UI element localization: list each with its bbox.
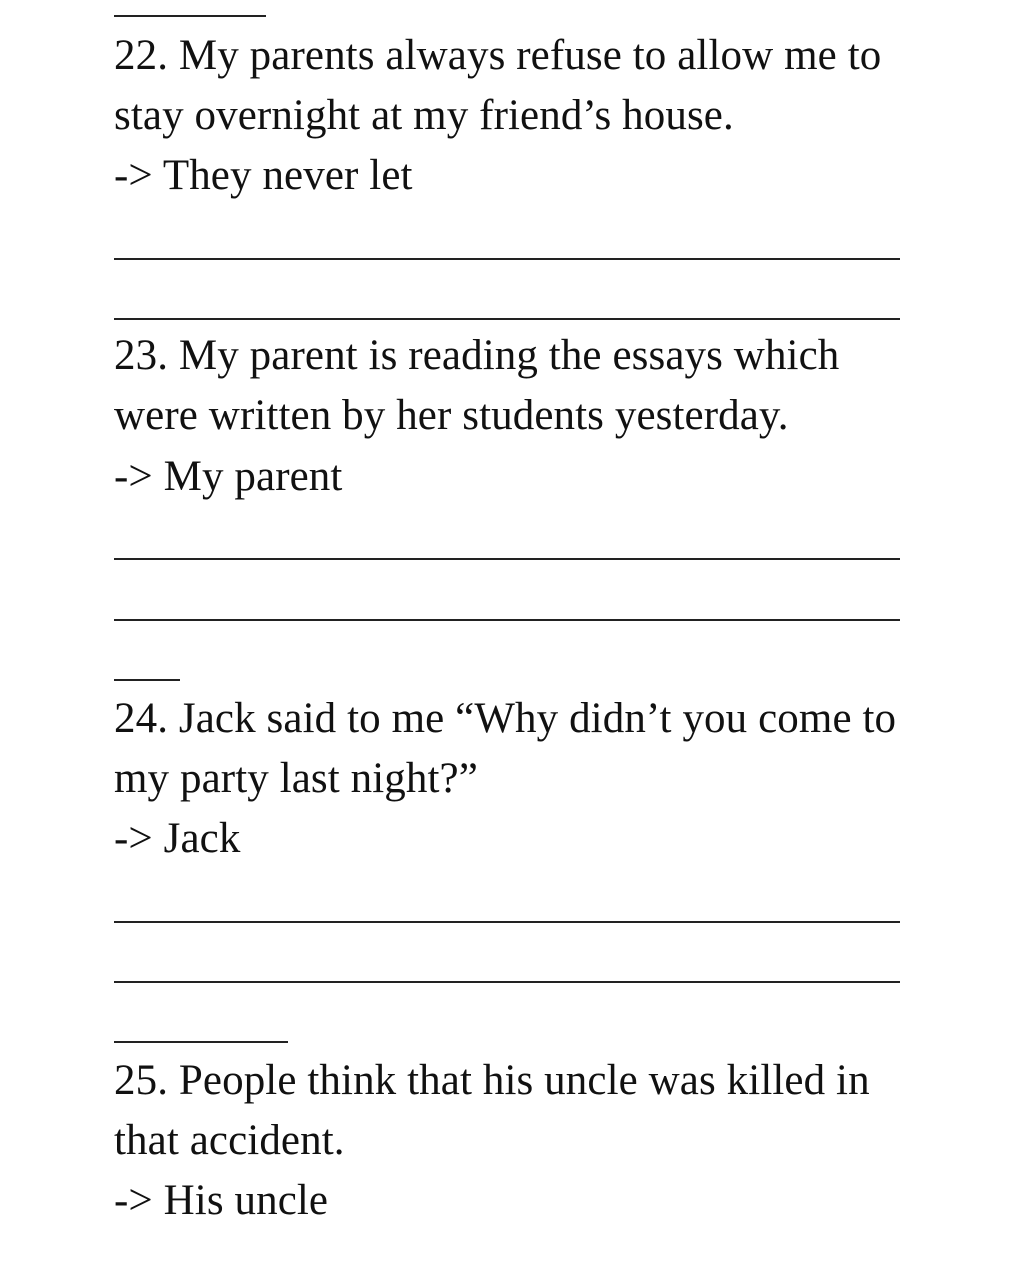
- answer-blank-line: [114, 258, 900, 260]
- answer-blank-line: [114, 15, 266, 17]
- answer-blank-line: [114, 558, 900, 560]
- question-23-line-1: 23. My parent is reading the essays which: [114, 332, 840, 379]
- question-22-answer-start: -> They never let: [114, 152, 413, 199]
- question-24-line-2: my party last night?”: [114, 755, 478, 802]
- question-22-line-1: 22. My parents always refuse to allow me to: [114, 32, 882, 79]
- answer-blank-line: [114, 1041, 288, 1043]
- answer-blank-line: [114, 981, 900, 983]
- question-25-answer-start: -> His uncle: [114, 1177, 329, 1224]
- question-24-line-1: 24. Jack said to me “Why didn’t you come to: [114, 695, 897, 742]
- question-25-line-2: that accident.: [114, 1117, 345, 1164]
- answer-blank-line: [114, 318, 900, 320]
- question-23-line-2: were written by her students yesterday.: [114, 392, 789, 439]
- question-22-line-2: stay overnight at my friend’s house.: [114, 92, 734, 139]
- answer-blank-line: [114, 679, 180, 681]
- question-25-line-1: 25. People think that his uncle was killed in: [114, 1057, 870, 1104]
- question-24-answer-start: -> Jack: [114, 815, 241, 862]
- question-23-answer-start: -> My parent: [114, 453, 343, 500]
- answer-blank-line: [114, 921, 900, 923]
- answer-blank-line: [114, 619, 900, 621]
